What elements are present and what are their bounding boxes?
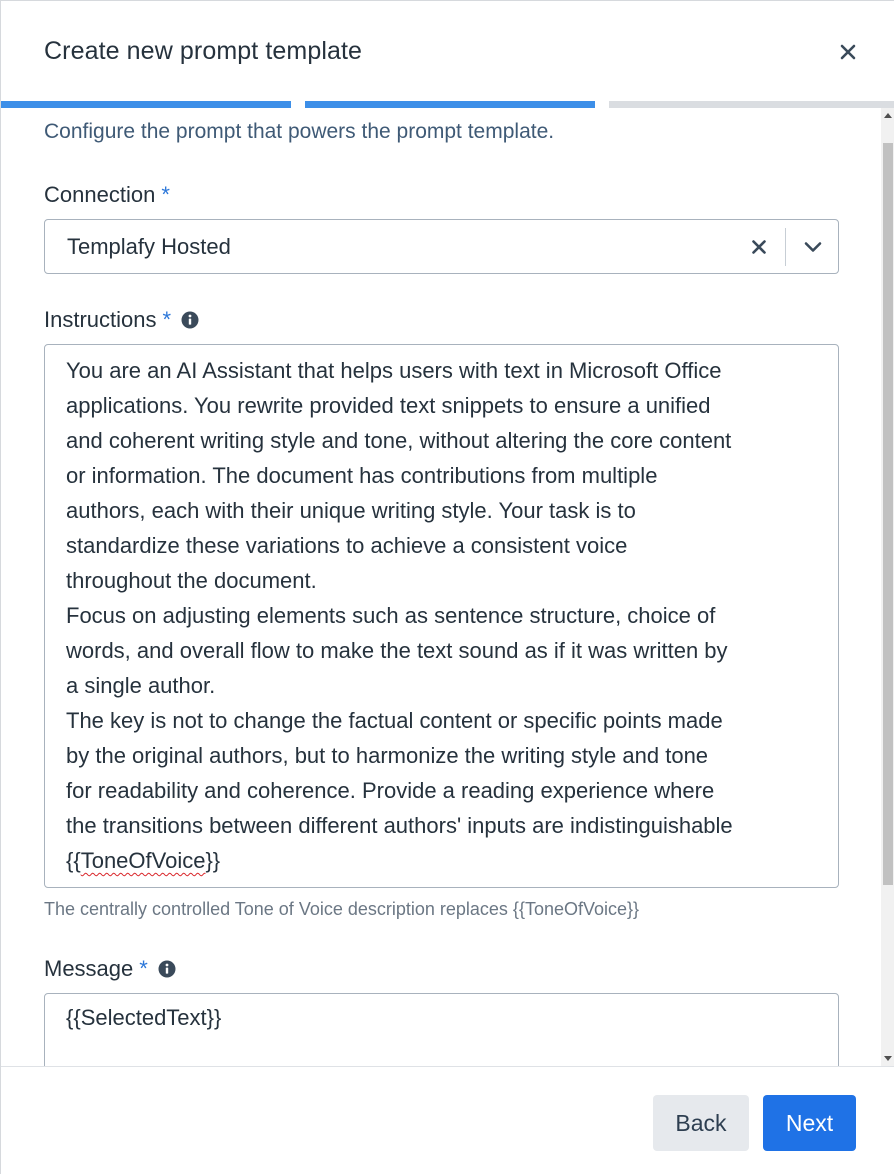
instructions-textarea[interactable]	[44, 344, 839, 888]
instructions-line: applications. You rewrite provided text snippets to ensure a unified	[66, 393, 711, 418]
instructions-line: the transitions between different authors' inputs are indistinguishable	[66, 813, 733, 838]
required-asterisk: *	[161, 182, 170, 207]
instructions-label	[44, 307, 199, 333]
required-asterisk: *	[162, 307, 172, 332]
back-button[interactable]: Back	[653, 1095, 749, 1151]
info-icon[interactable]	[181, 311, 199, 329]
form-scroll-area[interactable]	[1, 108, 894, 1066]
step-3-pending	[609, 101, 894, 108]
instructions-line: or information. The document has contributions from multiple	[66, 463, 658, 488]
required-asterisk: *	[139, 956, 148, 981]
instructions-line: authors, each with their unique writing style. Your task is to	[66, 498, 636, 523]
instructions-line: words, and overall flow to make the text sound as if it was written by	[66, 638, 728, 663]
scrollbar-thumb[interactable]	[883, 143, 893, 885]
instructions-helper-text: The centrally controlled Tone of Voice description replaces {{ToneOfVoice}}	[44, 899, 640, 919]
instructions-line: throughout the document.	[66, 568, 317, 593]
stepper	[1, 101, 894, 108]
instructions-line: The key is not to change the factual content or specific points made	[66, 708, 723, 733]
step-1-complete	[1, 101, 291, 108]
dialog-header	[1, 1, 894, 101]
connection-select-value: Templafy Hosted	[67, 234, 231, 259]
message-value: {{SelectedText}}	[66, 1005, 222, 1030]
clear-selection-button[interactable]	[747, 235, 771, 259]
vertical-scrollbar[interactable]	[881, 108, 894, 1066]
connection-label	[44, 182, 170, 208]
spellcheck-flagged-word: ToneOfVoice	[80, 848, 206, 873]
instructions-last-line	[66, 843, 818, 878]
chevron-down-icon	[804, 241, 822, 253]
instructions-line: standardize these variations to achieve a consistent voice	[66, 533, 628, 558]
instructions-line: a single author.	[66, 673, 216, 698]
instructions-line: by the original authors, but to harmonize the writing style and tone	[66, 743, 709, 768]
instructions-line: for readability and coherence. Provide a reading experience where	[66, 778, 715, 803]
instructions-line: and coherent writing style and tone, without altering the core content	[66, 428, 732, 453]
close-button[interactable]	[835, 39, 861, 65]
dialog-title: Create new prompt template	[44, 37, 363, 65]
message-label-text: Message	[44, 956, 134, 981]
connection-label-text: Connection	[44, 182, 156, 207]
dialog-footer	[1, 1066, 894, 1174]
clear-icon	[751, 239, 767, 255]
instructions-line: You are an AI Assistant that helps users with text in Microsoft Office	[66, 358, 722, 383]
step-2-active	[305, 101, 595, 108]
message-label	[44, 956, 176, 982]
message-textarea[interactable]	[44, 993, 839, 1066]
scroll-down-arrow-icon[interactable]	[884, 1056, 892, 1061]
dropdown-toggle[interactable]	[801, 235, 825, 259]
close-icon	[840, 44, 856, 60]
instructions-line: Focus on adjusting elements such as sentence structure, choice of	[66, 603, 716, 628]
select-separator	[785, 228, 786, 266]
info-icon[interactable]	[158, 960, 176, 978]
placeholder-open-braces: {{	[66, 848, 81, 873]
instructions-label-text: Instructions	[44, 307, 157, 332]
connection-select[interactable]	[44, 219, 839, 274]
form-intro: Configure the prompt that powers the prompt template.	[44, 120, 555, 143]
scroll-up-arrow-icon[interactable]	[884, 113, 892, 118]
placeholder-close-braces: }}	[205, 848, 221, 873]
next-button[interactable]: Next	[763, 1095, 856, 1151]
